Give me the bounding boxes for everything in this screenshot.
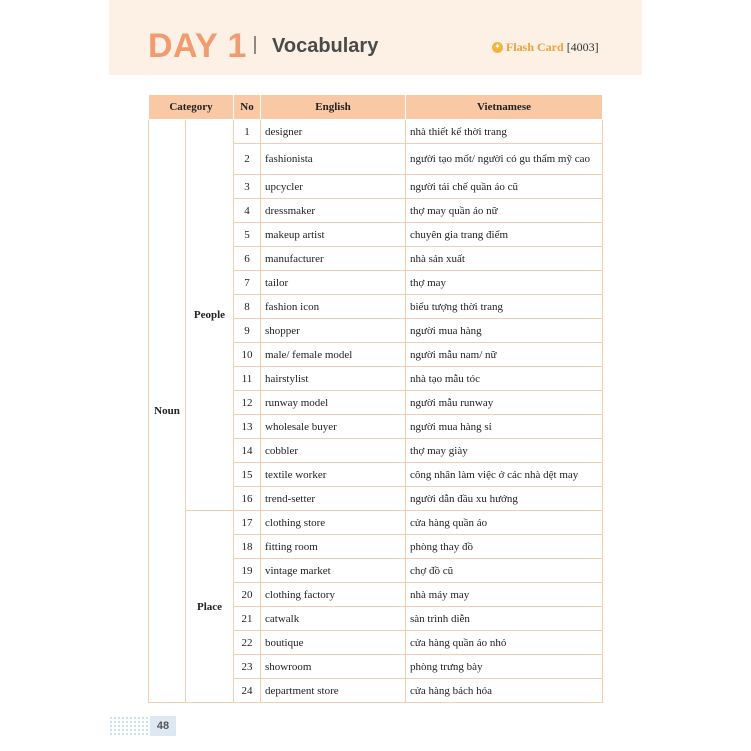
english-cell: showroom — [261, 655, 406, 679]
table-header-row — [149, 95, 603, 120]
vietnamese-cell: thợ may giày — [406, 439, 603, 463]
vietnamese-cell: người tái chế quần áo cũ — [406, 175, 603, 199]
english-cell: clothing factory — [261, 583, 406, 607]
english-cell: boutique — [261, 631, 406, 655]
vietnamese-cell: nhà máy may — [406, 583, 603, 607]
english-cell: dressmaker — [261, 199, 406, 223]
vietnamese-cell: phòng thay đồ — [406, 535, 603, 559]
english-cell: makeup artist — [261, 223, 406, 247]
english-cell: cobbler — [261, 439, 406, 463]
english-cell: manufacturer — [261, 247, 406, 271]
number-cell: 17 — [234, 511, 261, 535]
vietnamese-cell: người dẫn đầu xu hướng — [406, 487, 603, 511]
page-title: Vocabulary — [272, 35, 379, 57]
header-no: No — [234, 95, 261, 120]
english-cell: designer — [261, 120, 406, 144]
number-cell: 19 — [234, 559, 261, 583]
english-cell: wholesale buyer — [261, 415, 406, 439]
number-cell: 16 — [234, 487, 261, 511]
number-cell: 6 — [234, 247, 261, 271]
vietnamese-cell: thợ may — [406, 271, 603, 295]
number-cell: 20 — [234, 583, 261, 607]
vietnamese-cell: công nhân làm việc ở các nhà dệt may — [406, 463, 603, 487]
english-cell: fitting room — [261, 535, 406, 559]
number-cell: 14 — [234, 439, 261, 463]
number-cell: 12 — [234, 391, 261, 415]
number-cell: 18 — [234, 535, 261, 559]
number-cell: 10 — [234, 343, 261, 367]
number-cell: 4 — [234, 199, 261, 223]
header-english: English — [261, 95, 406, 120]
vietnamese-cell: phòng trưng bày — [406, 655, 603, 679]
subcategory-cell: Place — [186, 511, 234, 703]
table-body — [149, 120, 603, 703]
number-cell: 15 — [234, 463, 261, 487]
title-separator — [254, 36, 256, 54]
number-cell: 3 — [234, 175, 261, 199]
footer-decoration — [109, 716, 151, 736]
subcategory-cell: People — [186, 120, 234, 511]
header-category: Category — [149, 95, 234, 120]
vietnamese-cell: người mua hàng — [406, 319, 603, 343]
vietnamese-cell: nhà tạo mẫu tóc — [406, 367, 603, 391]
number-cell: 22 — [234, 631, 261, 655]
number-cell: 11 — [234, 367, 261, 391]
number-cell: 5 — [234, 223, 261, 247]
english-cell: runway model — [261, 391, 406, 415]
flash-card-label: Flash Card — [506, 40, 564, 54]
vietnamese-cell: cửa hàng quần áo nhỏ — [406, 631, 603, 655]
english-cell: department store — [261, 679, 406, 703]
english-cell: trend-setter — [261, 487, 406, 511]
vietnamese-cell: người mua hàng sỉ — [406, 415, 603, 439]
vietnamese-cell: biểu tượng thời trang — [406, 295, 603, 319]
english-cell: clothing store — [261, 511, 406, 535]
lightbulb-icon: ✦ — [492, 42, 503, 53]
vietnamese-cell: nhà sản xuất — [406, 247, 603, 271]
vietnamese-cell: thợ may quần áo nữ — [406, 199, 603, 223]
flash-card-code: [4003] — [566, 40, 599, 54]
english-cell: male/ female model — [261, 343, 406, 367]
vietnamese-cell: cửa hàng bách hóa — [406, 679, 603, 703]
english-cell: shopper — [261, 319, 406, 343]
table-row — [149, 511, 603, 535]
vocabulary-table — [148, 94, 603, 703]
vietnamese-cell: chợ đồ cũ — [406, 559, 603, 583]
number-cell: 13 — [234, 415, 261, 439]
number-cell: 9 — [234, 319, 261, 343]
vietnamese-cell: chuyên gia trang điểm — [406, 223, 603, 247]
vietnamese-cell: người tạo mốt/ người có gu thẩm mỹ cao — [406, 144, 603, 175]
vietnamese-cell: người mẫu nam/ nữ — [406, 343, 603, 367]
english-cell: textile worker — [261, 463, 406, 487]
number-cell: 23 — [234, 655, 261, 679]
english-cell: hairstylist — [261, 367, 406, 391]
english-cell: catwalk — [261, 607, 406, 631]
vietnamese-cell: người mẫu runway — [406, 391, 603, 415]
number-cell: 21 — [234, 607, 261, 631]
flash-card-reference — [492, 39, 599, 55]
table-row — [149, 120, 603, 144]
header-vietnamese: Vietnamese — [406, 95, 603, 120]
english-cell: upcycler — [261, 175, 406, 199]
vietnamese-cell: cửa hàng quần áo — [406, 511, 603, 535]
number-cell: 24 — [234, 679, 261, 703]
day-label: DAY 1 — [148, 27, 247, 65]
number-cell: 7 — [234, 271, 261, 295]
number-cell: 2 — [234, 144, 261, 175]
vietnamese-cell: sàn trình diễn — [406, 607, 603, 631]
english-cell: vintage market — [261, 559, 406, 583]
category-cell: Noun — [149, 120, 186, 703]
number-cell: 8 — [234, 295, 261, 319]
number-cell: 1 — [234, 120, 261, 144]
english-cell: fashion icon — [261, 295, 406, 319]
english-cell: tailor — [261, 271, 406, 295]
vietnamese-cell: nhà thiết kế thời trang — [406, 120, 603, 144]
english-cell: fashionista — [261, 144, 406, 175]
page-number: 48 — [150, 716, 176, 736]
